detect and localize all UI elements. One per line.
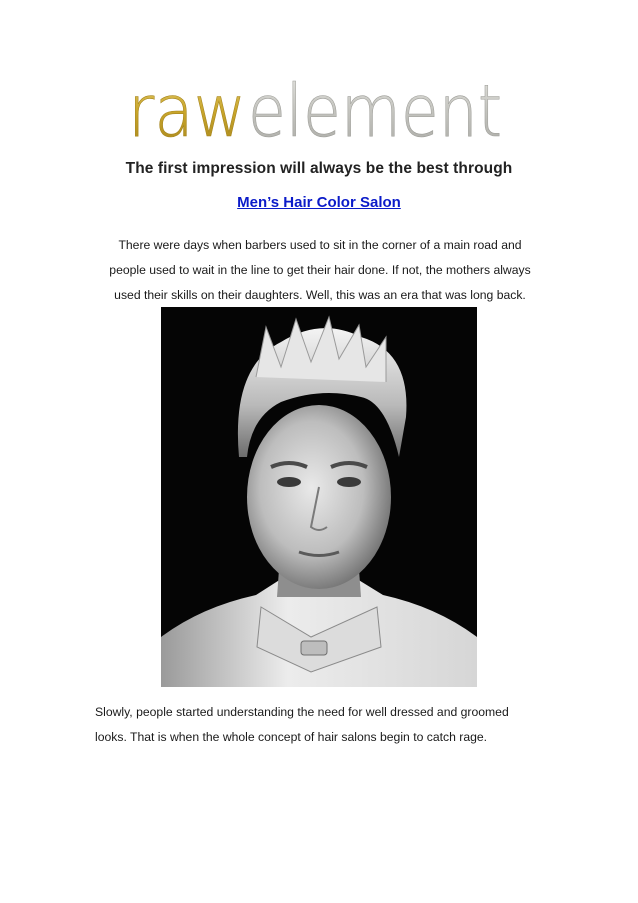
paragraph-line: used their skills on their daughters. Well, this was an era that was long back. bbox=[114, 288, 526, 302]
page-heading: The first impression will always be the best through bbox=[125, 160, 513, 177]
portrait-photo bbox=[161, 307, 477, 687]
logo-raw-text: raw bbox=[128, 69, 246, 153]
paragraph-line: looks. That is when the whole concept of hair salons begin to catch rage. bbox=[95, 730, 488, 744]
intro-paragraph bbox=[95, 233, 545, 308]
paragraph-line: There were days when barbers used to sit in the corner of a main road and bbox=[118, 238, 522, 252]
logo-element-text: element bbox=[248, 69, 502, 153]
paragraph-line: Slowly, people started understanding the need for well dressed and groomed bbox=[95, 705, 509, 719]
closing-paragraph bbox=[95, 700, 545, 750]
mens-hair-color-salon-link[interactable]: Men’s Hair Color Salon bbox=[237, 194, 401, 211]
raw-element-logo bbox=[128, 69, 504, 153]
paragraph-line: people used to wait in the line to get their hair done. If not, the mothers always bbox=[109, 263, 531, 277]
subheading bbox=[0, 194, 638, 211]
